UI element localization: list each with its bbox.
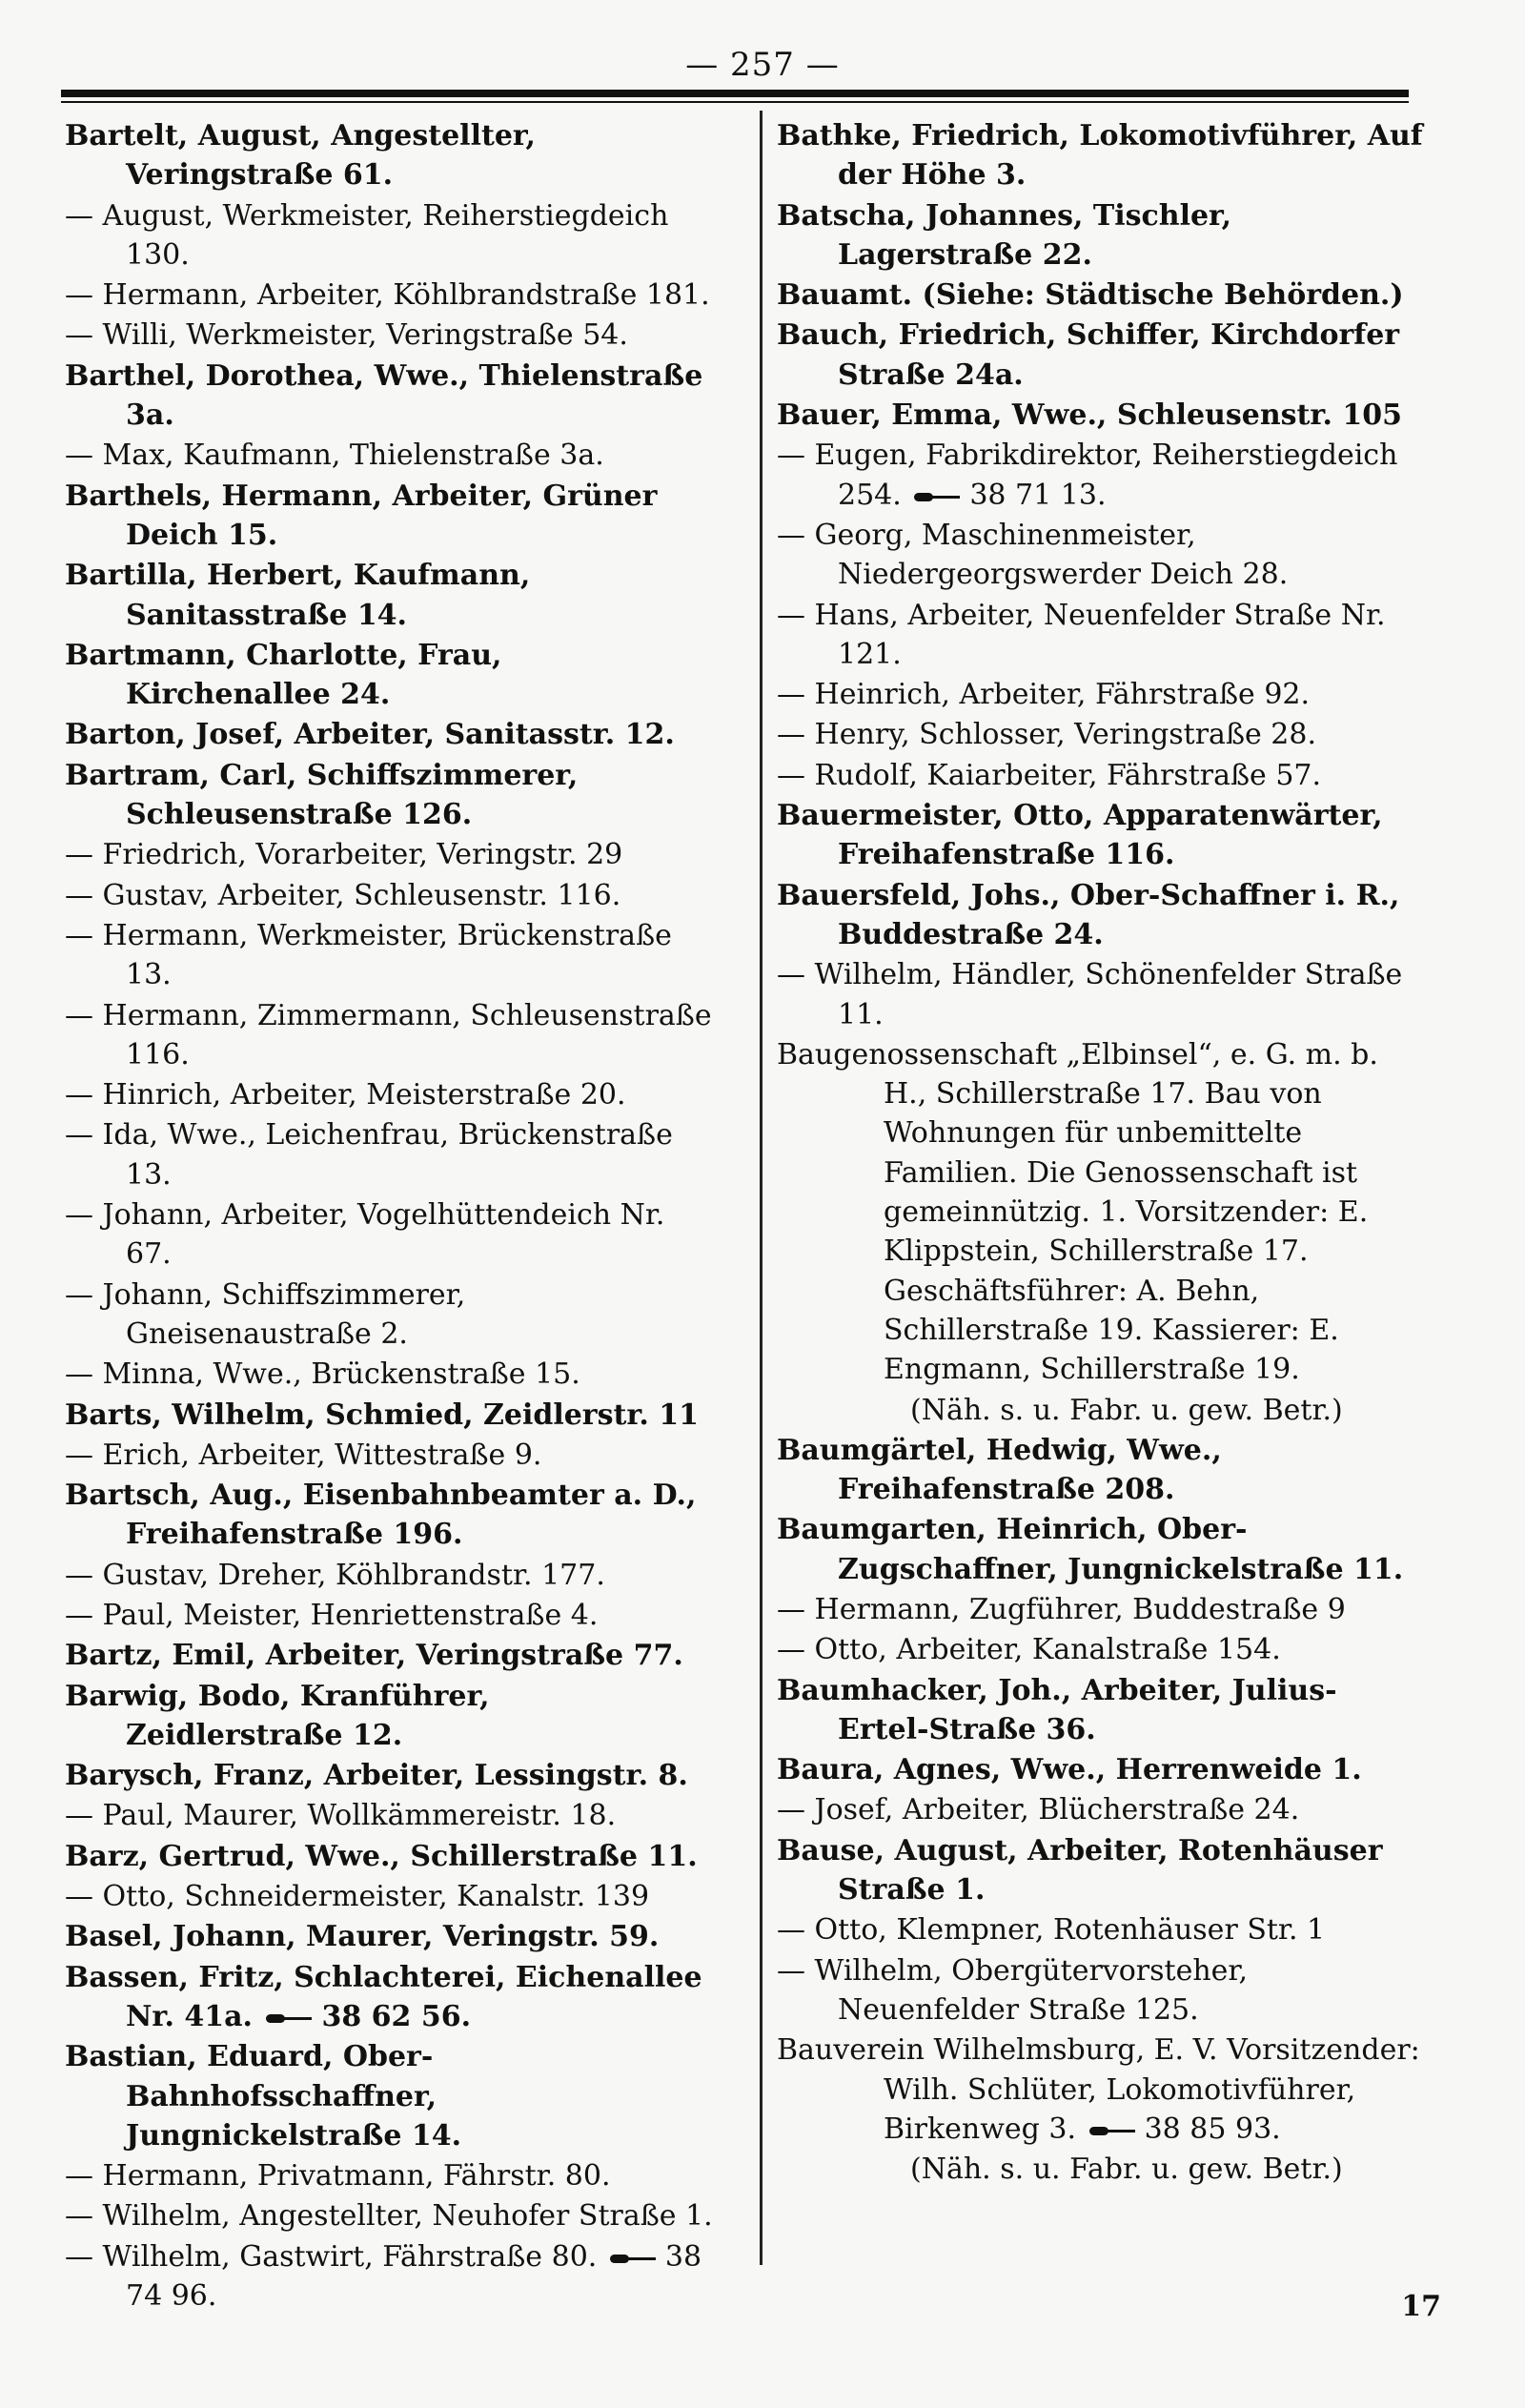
directory-entry [777,196,1425,275]
directory-entry [777,1951,1425,2030]
entry-text: (Näh. s. u. Fabr. u. gew. Betr.) [910,2153,1343,2187]
directory-entry [65,1917,713,1956]
entry-text: — Willi, Werkmeister, Veringstraße 54. [65,318,628,353]
header-rule-thin [61,101,1409,103]
directory-entry [777,1391,1425,1430]
directory-entry [777,1035,1425,1390]
page-number: — 257 — [685,46,840,84]
directory-entry [777,1510,1425,1589]
directory-entry [65,1396,713,1435]
directory-entry [65,1436,713,1475]
entry-text: Bathke, Friedrich, Lokomotivführer, Auf der Höhe 3. [777,119,1423,193]
entry-text: — Henry, Schlosser, Veringstraße 28. [777,718,1316,752]
directory-entry [65,1275,713,1355]
directory-entry [65,275,713,315]
entry-text: — Friedrich, Vorarbeiter, Veringstr. 29 [65,838,623,872]
directory-entry [65,1677,713,1756]
entry-text: Barts, Wilhelm, Schmied, Zeidlerstr. 11 [65,1398,700,1432]
directory-entry [65,2237,713,2316]
entry-text: — Erich, Arbeiter, Wittestraße 9. [65,1438,542,1472]
directory-entry [65,556,713,635]
entry-text: Bastian, Eduard, Ober-Bahnhofsschaffner, Jungnickelstraße 14. [65,2040,462,2153]
entry-text: Bauverein Wilhelmsburg, E. V. Vorsitzender: Wilh. Schlüter, Lokomotivführer, Birkenweg 3. [777,2033,1420,2146]
directory-entry [777,1590,1425,1629]
directory-entry [65,436,713,475]
directory-entry [65,1877,713,1916]
entry-text: Bartelt, August, Angestellter, Veringstraße 61. [65,119,536,193]
entry-text: Baumgarten, Heinrich, Ober-Zugschaffner, Jungnickelstraße 11. [777,1513,1404,1586]
directory-entry [777,1831,1425,1910]
entry-text: — Gustav, Dreher, Köhlbrandstr. 177. [65,1558,605,1592]
entry-text: Bartram, Carl, Schiffszimmerer, Schleusenstraße 126. [65,758,579,832]
entry-text: — Eugen, Fabrikdirektor, Reiherstiegdeich 254. [777,439,1398,512]
entry-text: — Johann, Schiffszimmerer, Gneisenaustraße 2. [65,1277,466,1351]
entry-text: (Näh. s. u. Fabr. u. gew. Betr.) [910,1393,1343,1427]
entry-text: — Paul, Meister, Henriettenstraße 4. [65,1598,599,1632]
telephone-icon [266,2010,314,2027]
entry-text: — Hermann, Privatmann, Fährstr. 80. [65,2159,611,2194]
directory-entry [777,1630,1425,1669]
entry-text: — Gustav, Arbeiter, Schleusenstr. 116. [65,878,621,912]
directory-entry [65,1115,713,1194]
entry-text: Bartsch, Aug., Eisenbahnbeamter a. D., Freihafenstraße 196. [65,1479,697,1552]
directory-entry [65,2196,713,2235]
directory-entry [65,1476,713,1555]
phone-number: 38 74 96. [126,2239,702,2314]
directory-entry [65,1796,713,1835]
directory-entry [777,1910,1425,1949]
directory-entry [65,1958,713,2037]
directory-entry [65,1636,713,1675]
directory-entry [777,116,1425,195]
directory-entry [65,916,713,995]
directory-entry [65,1355,713,1394]
directory-entry [65,715,713,754]
directory-entry [65,1075,713,1114]
entry-text: — Ida, Wwe., Leichenfrau, Brückenstraße 13. [65,1118,673,1192]
directory-entry [777,516,1425,595]
sheet-number: 17 [1401,2290,1441,2323]
entry-text: Bauch, Friedrich, Schiffer, Kirchdorfer Straße 24a. [777,318,1400,392]
directory-entry [777,596,1425,675]
entry-text: Baumgärtel, Hedwig, Wwe., Freihafenstraße 208. [777,1433,1222,1507]
entry-text: — Hermann, Arbeiter, Köhlbrandstraße 181. [65,278,710,313]
directory-entry [777,1431,1425,1510]
entry-text: Baumhacker, Joh., Arbeiter, Julius-Ertel-Straße 36. [777,1673,1337,1746]
telephone-icon [914,488,962,505]
directory-entry [65,835,713,874]
directory-entry [65,357,713,436]
entry-text: Bartmann, Charlotte, Frau, Kirchenallee 24. [65,638,502,712]
entry-text: Bauersfeld, Johs., Ober-Schaffner i. R., Buddestraße 24. [777,878,1400,951]
directory-entry [777,675,1425,714]
entry-text: — Hermann, Zimmermann, Schleusenstraße 116. [65,998,712,1071]
entry-text: Batscha, Johannes, Tischler, Lagerstraße 22. [777,198,1232,272]
entry-text: — Wilhelm, Gastwirt, Fährstraße 80. [65,2239,598,2274]
directory-entry [777,436,1425,515]
entry-text: — Max, Kaufmann, Thielenstraße 3a. [65,439,604,473]
entry-text: — Hermann, Werkmeister, Brückenstraße 13. [65,918,672,992]
directory-entry [65,2037,713,2155]
directory-entry [65,756,713,835]
directory-entry [777,2150,1425,2189]
entry-text: — Otto, Klempner, Rotenhäuser Str. 1 [777,1913,1326,1948]
directory-entry [777,396,1425,435]
phone-number: 38 71 13. [969,478,1107,512]
entry-text: — Otto, Arbeiter, Kanalstraße 154. [777,1633,1281,1667]
entry-text: — Wilhelm, Händler, Schönenfelder Straße 11. [777,958,1403,1031]
directory-entry [65,636,713,715]
telephone-icon [610,2250,658,2267]
entry-text: — Georg, Maschinenmeister, Niedergeorgswerder Deich 28. [777,518,1289,592]
right-column [777,116,1425,2190]
directory-entry [777,756,1425,795]
left-column [65,116,713,2316]
entry-text: Barz, Gertrud, Wwe., Schillerstraße 11. [65,1839,698,1873]
entry-text: Bauamt. (Siehe: Städtische Behörden.) [777,278,1404,313]
column-divider [760,111,762,2265]
entry-text: Bartz, Emil, Arbeiter, Veringstraße 77. [65,1639,683,1673]
directory-entry [65,1556,713,1595]
entry-text: Bauermeister, Otto, Apparatenwärter, Freihafenstraße 116. [777,799,1383,872]
entry-text: Baugenossenschaft „Elbinsel“, e. G. m. b. H., Schillerstraße 17. Bau von Wohnungen für unbemittelte Familien. Die Genossenschaft ist gemeinnützig. 1. Vorsitzender: E. Klippstein, Schillerstraße 17. Geschäftsführer: A. Behn, Schillerstraße 19. Kassierer: E. Engmann, Schillerstraße 19. [777,1037,1378,1387]
directory-entry [777,1750,1425,1789]
directory-entry [65,876,713,915]
entry-text: — Josef, Arbeiter, Blücherstraße 24. [777,1793,1300,1827]
directory-entry [777,1671,1425,1750]
entry-text: — Heinrich, Arbeiter, Fährstraße 92. [777,678,1311,712]
entry-text: Barysch, Franz, Arbeiter, Lessingstr. 8. [65,1759,688,1793]
entry-text: Bassen, Fritz, Schlachterei, Eichenallee Nr. 41a. [65,1960,702,2033]
entry-text: — Hans, Arbeiter, Neuenfelder Straße Nr. 121. [777,598,1386,671]
telephone-icon [1089,2122,1137,2139]
entry-text: Bartilla, Herbert, Kaufmann, Sanitasstraße 14. [65,559,531,632]
directory-entry [777,2030,1425,2149]
entry-text: — Minna, Wwe., Brückenstraße 15. [65,1357,580,1392]
directory-entry [65,477,713,556]
directory-entry [65,196,713,275]
entry-text: — August, Werkmeister, Reiherstiegdeich 130. [65,198,669,272]
directory-entry [777,275,1425,315]
directory-entry [65,996,713,1075]
directory-entry [65,1195,713,1275]
directory-entry [777,796,1425,875]
entry-text: — Johann, Arbeiter, Vogelhüttendeich Nr. 67. [65,1198,665,1272]
entry-text: — Otto, Schneidermeister, Kanalstr. 139 [65,1880,650,1914]
phone-number: 38 85 93. [1144,2112,1281,2146]
entry-text: — Hermann, Zugführer, Buddestraße 9 [777,1592,1346,1626]
entry-text: Bause, August, Arbeiter, Rotenhäuser Straße 1. [777,1833,1383,1908]
entry-text: Bauer, Emma, Wwe., Schleusenstr. 105 [777,398,1402,433]
header-rule-thick [61,90,1409,97]
entry-text: — Paul, Maurer, Wollkämmereistr. 18. [65,1799,617,1833]
directory-entry [777,316,1425,395]
directory-entry [777,876,1425,955]
entry-text: — Rudolf, Kaiarbeiter, Fährstraße 57. [777,758,1322,792]
directory-entry [777,715,1425,754]
directory-entry [777,955,1425,1034]
entry-text: Baura, Agnes, Wwe., Herrenweide 1. [777,1753,1362,1787]
directory-entry [65,1756,713,1795]
entry-text: — Hinrich, Arbeiter, Meisterstraße 20. [65,1078,626,1112]
directory-entry [65,116,713,195]
entry-text: Barthel, Dorothea, Wwe., Thielenstraße 3a. [65,358,703,433]
directory-entry [65,2156,713,2195]
directory-entry [65,1596,713,1635]
entry-text: Barton, Josef, Arbeiter, Sanitasstr. 12. [65,718,675,752]
entry-text: Basel, Johann, Maurer, Veringstr. 59. [65,1920,660,1954]
entry-text: Barthels, Hermann, Arbeiter, Grüner Deich 15. [65,479,658,552]
entry-text: — Wilhelm, Angestellter, Neuhofer Straße 1. [65,2199,713,2234]
directory-entry [65,1837,713,1876]
directory-entry [65,316,713,355]
directory-entry [777,1790,1425,1829]
entry-text: Barwig, Bodo, Kranführer, Zeidlerstraße 12. [65,1679,490,1752]
entry-text: — Wilhelm, Obergütervorsteher, Neuenfelder Straße 125. [777,1953,1249,2027]
phone-number: 38 62 56. [321,1999,472,2033]
